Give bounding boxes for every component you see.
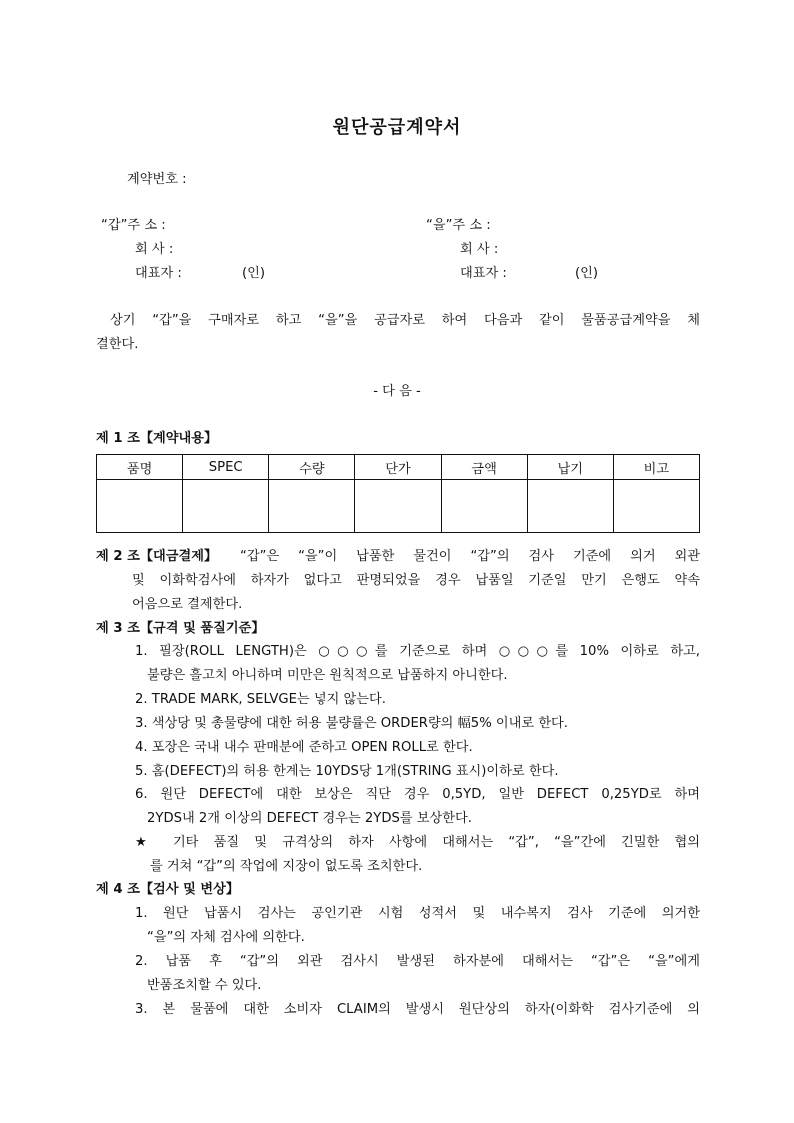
party-b-seal: (인)	[575, 266, 599, 281]
table-header-cell: 단가	[355, 455, 441, 480]
article-4-item-1-cont: “을”의 자체 검사에 의한다.	[147, 930, 305, 945]
contract-number-label: 계약번호 :	[127, 172, 187, 187]
party-a-company-label: 회 사 :	[135, 242, 174, 257]
table-cell	[269, 480, 355, 533]
table-cell	[613, 480, 699, 533]
separator-heading: - 다 음 -	[373, 384, 421, 399]
article-3-note: ★ 기타 품질 및 규격상의 하자 사항에 대해서는 “갑”, “을”간에 긴밀한 협의	[135, 835, 700, 850]
table-cell	[183, 480, 269, 533]
article-4-item-3: 3. 본 물품에 대한 소비자 CLAIM의 발생시 원단상의 하자(이화학 검사기준에 의	[135, 1002, 700, 1017]
party-a-rep-label: 대표자 :	[135, 266, 182, 281]
party-a-seal: (인)	[242, 266, 266, 281]
article-3-note-cont: 를 거쳐 “갑”의 작업에 지장이 없도록 조치한다.	[150, 859, 423, 874]
article-3-item-1-cont: 불량은 흘고치 아니하며 미만은 원칙적으로 납품하지 아니한다.	[147, 668, 508, 683]
article-4-item-2: 2. 납품 후 “갑”의 외관 검사시 발생된 하자분에 대해서는 “갑”은 “을”에게	[135, 954, 700, 969]
party-b-address-label: “을”주 소 :	[426, 218, 491, 233]
article-3-item-4: 4. 포장은 국내 내수 판매분에 준하고 OPEN ROLL로 한다.	[135, 740, 473, 755]
page-title: 원단공급계약서	[332, 117, 462, 138]
table-cell	[527, 480, 613, 533]
article-3-item-3: 3. 색상당 및 총물량에 대한 허용 불량률은 ORDER량의 幅5% 이내로 한다.	[135, 716, 568, 731]
article-1-heading: 제 1 조【계약내용】	[96, 431, 218, 446]
party-a-address-label: “갑”주 소 :	[101, 218, 166, 233]
table-cell	[355, 480, 441, 533]
article-3-item-2: 2. TRADE MARK, SELVGE는 넣지 않는다.	[135, 692, 386, 707]
party-b-company-label: 회 사 :	[460, 242, 499, 257]
table-header-cell: 품명	[97, 455, 183, 480]
article-2-heading: 제 2 조【대금결제】	[96, 549, 218, 564]
article-2-line-3: 어음으로 결제한다.	[132, 597, 243, 612]
article-2-line-2: 및 이화학검사에 하자가 없다고 판명되었을 경우 납품일 기준일 만기 은행도 약속	[132, 573, 700, 588]
table-header-cell: 금액	[441, 455, 527, 480]
preamble-line-2: 결한다.	[96, 337, 139, 352]
table-cell	[441, 480, 527, 533]
table-header-cell: 수량	[269, 455, 355, 480]
table-header-cell: SPEC	[183, 455, 269, 480]
article-2-line-1: “갑”은 “을”이 납품한 물건이 “갑”의 검사 기준에 의거 외관	[240, 549, 700, 564]
table-header-row	[97, 455, 700, 480]
preamble-line-1: 상기 “갑”을 구매자로 하고 “을”을 공급자로 하여 다음과 같이 물품공급계약을 체	[110, 313, 700, 328]
table-header-cell: 비고	[613, 455, 699, 480]
article-4-item-2-cont: 반품조치할 수 있다.	[147, 978, 262, 993]
article-3-item-5: 5. 홈(DEFECT)의 허용 한계는 10YDS당 1개(STRING 표시)이하로 한다.	[135, 764, 559, 779]
table-row	[97, 480, 700, 533]
article-4-item-1: 1. 원단 납품시 검사는 공인기관 시험 성적서 및 내수복지 검사 기준에 의거한	[135, 906, 700, 921]
article-3-item-6-cont: 2YDS내 2개 이상의 DEFECT 경우는 2YDS를 보상한다.	[147, 811, 472, 826]
table-cell	[97, 480, 183, 533]
table-header-cell: 납기	[527, 455, 613, 480]
party-b-rep-label: 대표자 :	[460, 266, 507, 281]
contract-items-table	[96, 454, 700, 533]
article-4-heading: 제 4 조【검사 및 변상】	[96, 882, 240, 897]
article-3-heading: 제 3 조【규격 및 품질기준】	[96, 621, 265, 636]
article-3-item-6: 6. 원단 DEFECT에 대한 보상은 직단 경우 0,5YD, 일반 DEFECT 0,25YD로 하며	[135, 787, 700, 802]
article-3-item-1: 1. 필장(ROLL LENGTH)은 ○○○를 기준으로 하며 ○○○를 10% 이하로 하고,	[135, 644, 700, 659]
